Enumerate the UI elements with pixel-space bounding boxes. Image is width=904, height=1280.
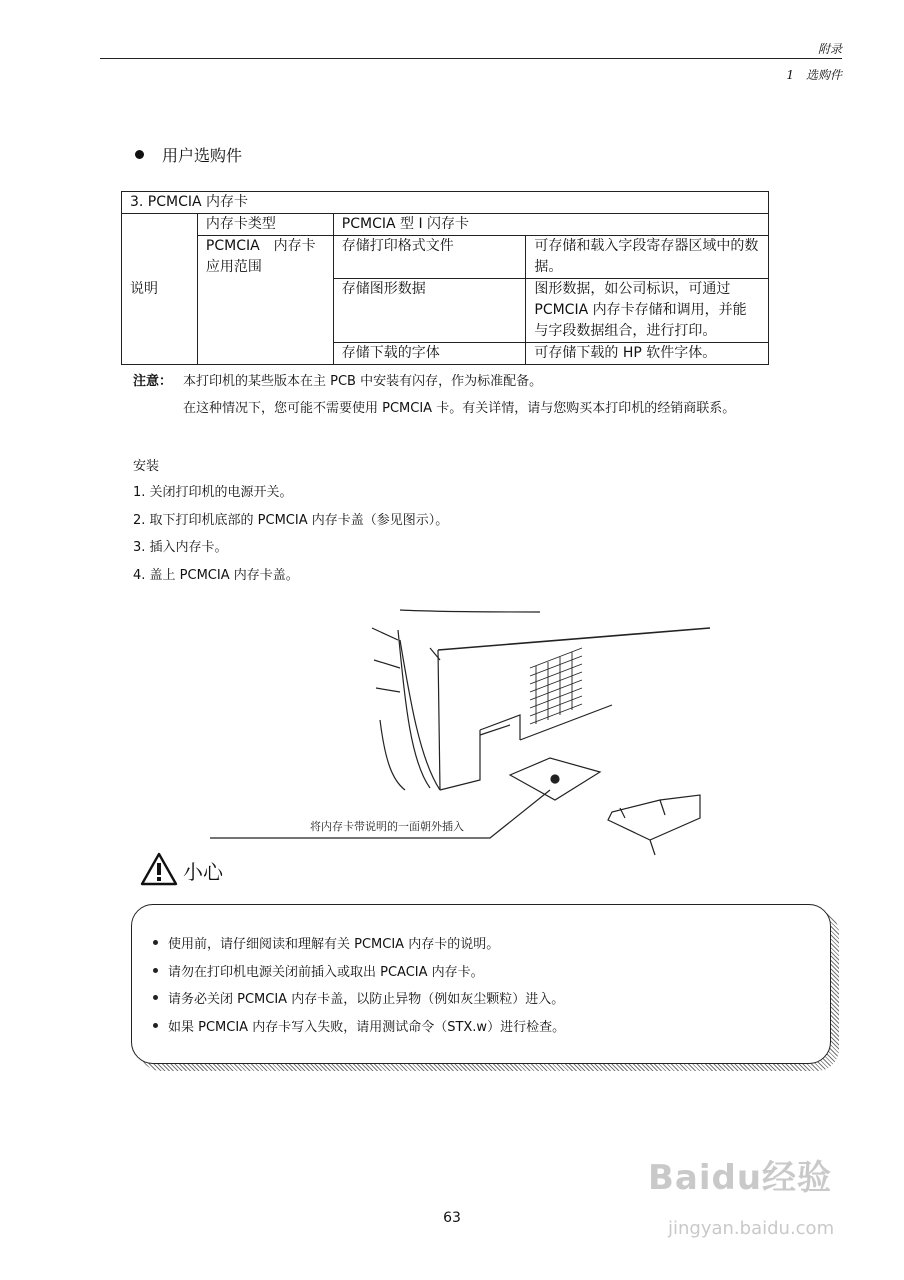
type-value: PCMCIA 型 I 闪存卡 xyxy=(333,214,768,236)
warning-icon xyxy=(140,852,178,886)
type-label: 内存卡类型 xyxy=(197,214,333,236)
table-cell-desc: 图形数据，如公司标识，可通过 PCMCIA 内存卡存储和调用，并能与字段数据组合，进行打印。 xyxy=(526,279,769,343)
note-label: 注意： xyxy=(133,374,173,389)
header-section-title: 附录 xyxy=(817,42,842,56)
install-step: 2. 取下打印机底部的 PCMCIA 内存卡盖（参见图示）。 xyxy=(133,513,449,528)
page-number: 63 xyxy=(443,1210,461,1226)
watermark-url: jingyan.baidu.com xyxy=(668,1218,835,1239)
table-cell-desc: 可存储下载的 HP 软件字体。 xyxy=(526,343,769,365)
caution-box xyxy=(131,904,831,1064)
bullet-icon xyxy=(153,940,158,945)
watermark-logo: Baidu经验 xyxy=(648,1158,833,1198)
table-cell-item: 存储下载的字体 xyxy=(333,343,526,365)
caution-item-text: 请勿在打印机电源关闭前插入或取出 PCACIA 内存卡。 xyxy=(168,965,484,980)
table-title: 3. PCMCIA 内存卡 xyxy=(122,192,769,214)
page-heading: 用户选购件 xyxy=(162,146,243,165)
caution-item-text: 如果 PCMCIA 内存卡写入失败，请用测试命令（STX.w）进行检查。 xyxy=(168,1020,566,1035)
figure-caption: 将内存卡带说明的一面朝外插入 xyxy=(310,820,464,833)
note-text-1: 本打印机的某些版本在主 PCB 中安装有闪存，作为标准配备。 xyxy=(183,374,543,389)
bullet-icon xyxy=(153,1023,158,1028)
caution-item xyxy=(153,933,499,952)
row-label: 说明 xyxy=(122,214,198,365)
caution-title: 小心 xyxy=(183,860,223,884)
caution-item xyxy=(153,961,484,980)
bullet-icon xyxy=(153,995,158,1000)
table-cell-desc: 可存储和载入字段寄存器区域中的数据。 xyxy=(526,236,769,279)
caution-item-text: 使用前，请仔细阅读和理解有关 PCMCIA 内存卡的说明。 xyxy=(168,937,500,952)
caution-item xyxy=(153,988,564,1007)
table-cell-item: 存储打印格式文件 xyxy=(333,236,526,279)
caution-item-text: 请务必关闭 PCMCIA 内存卡盖，以防止异物（例如灰尘颗粒）进入。 xyxy=(168,992,565,1007)
install-step: 1. 关闭打印机的电源开关。 xyxy=(133,485,293,500)
scope-label: PCMCIA 内存卡应用范围 xyxy=(197,236,333,365)
install-step: 4. 盖上 PCMCIA 内存卡盖。 xyxy=(133,568,299,583)
header-subsection-title: 1 选购件 xyxy=(786,68,842,82)
install-step: 3. 插入内存卡。 xyxy=(133,540,228,555)
caution-item xyxy=(153,1016,565,1035)
install-title: 安装 xyxy=(133,459,160,474)
bullet-icon xyxy=(153,968,158,973)
table-cell-item: 存储图形数据 xyxy=(333,279,526,343)
note-text-2: 在这种情况下，您可能不需要使用 PCMCIA 卡。有关详情，请与您购买本打印机的经销商联系。 xyxy=(183,401,736,416)
